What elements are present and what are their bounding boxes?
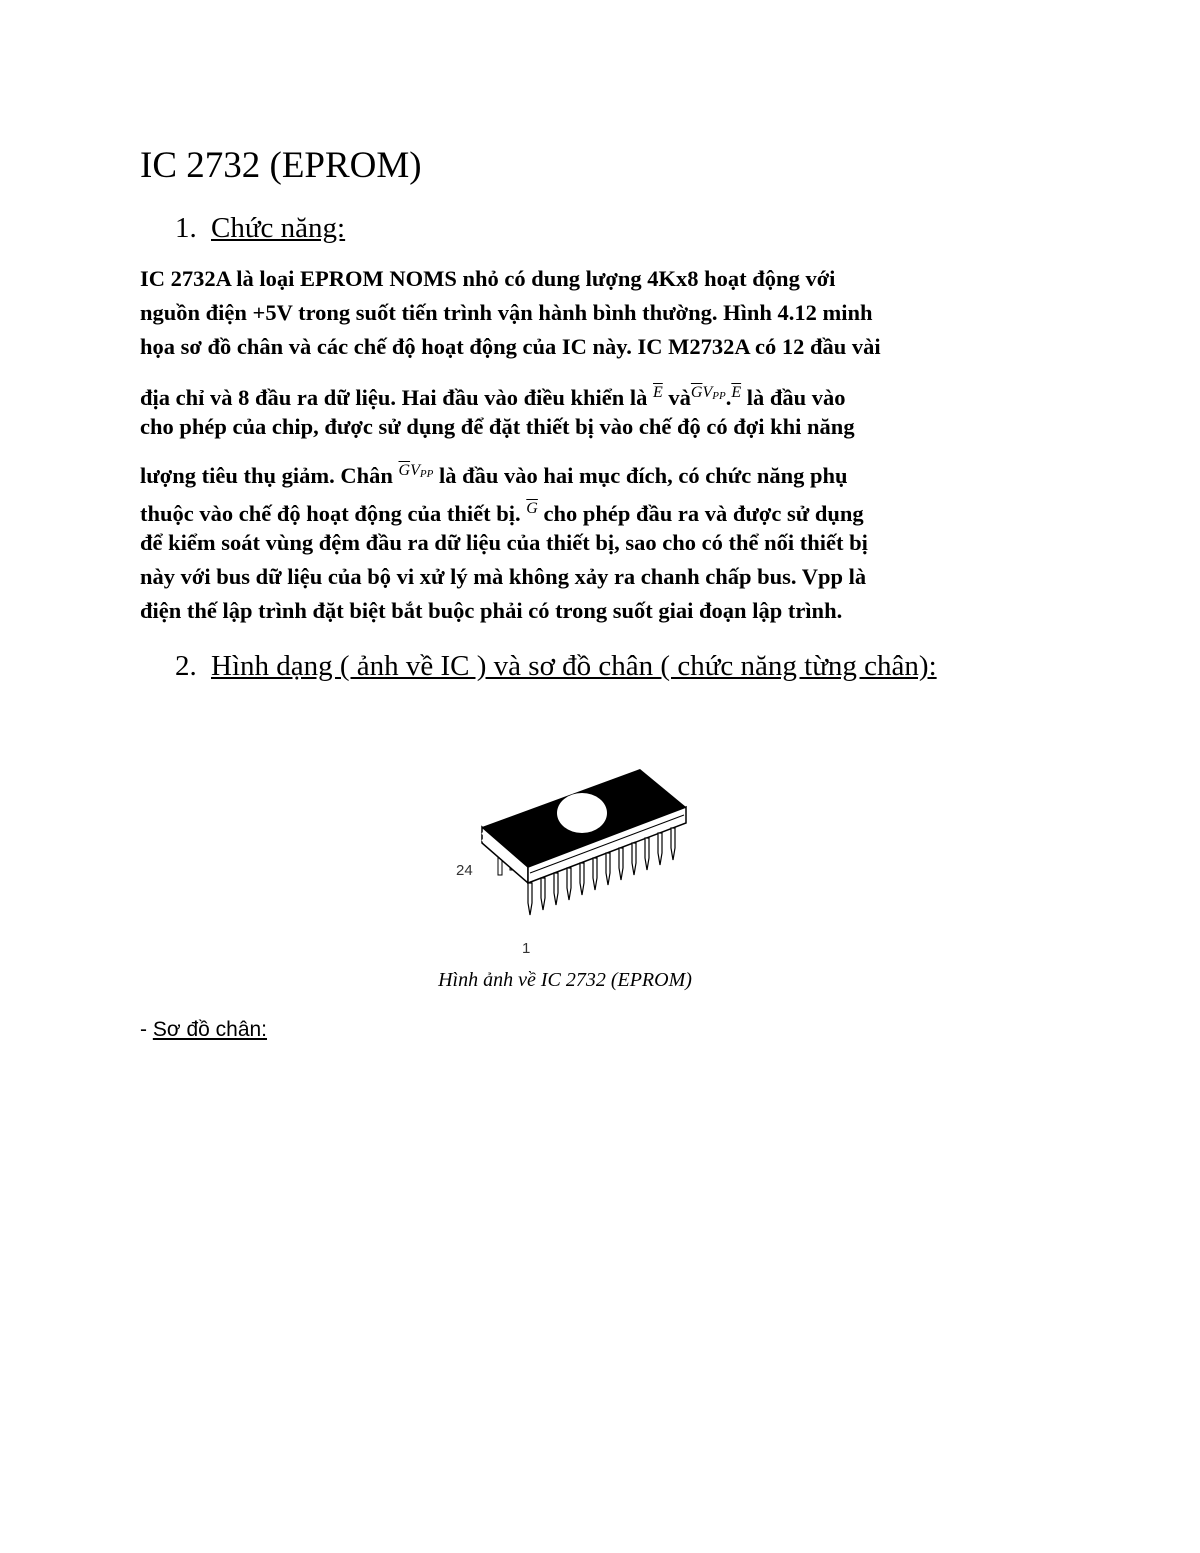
g-vpp-symbol-2: [399, 462, 434, 479]
section-1-title: Chức năng:: [211, 212, 346, 244]
line-4-text-a: địa chỉ và 8 đầu ra dữ liệu. Hai đầu vào điều khiển là: [140, 385, 653, 410]
figure-caption: Hình ảnh về IC 2732 (EPROM): [438, 969, 692, 991]
line-4-text-b: và: [668, 385, 691, 410]
line-4-text-d: là đầu vào: [746, 385, 846, 410]
pin-1-label: 1: [522, 940, 531, 957]
line-6-text-a: lượng tiêu thụ giảm. Chân: [140, 463, 393, 488]
ic-chip-illustration: [440, 755, 700, 965]
paragraph-line-5: cho phép của chip, được sử dụng để đặt thiết bị vào chế độ có đợi khi năng: [140, 414, 855, 439]
paragraph-line-3: họa sơ đồ chân và các chế độ hoạt động của IC này. IC M2732A có 12 đầu vài: [140, 334, 881, 359]
document-title: IC 2732 (EPROM): [140, 145, 422, 186]
e-bar-symbol-2: E: [731, 384, 742, 401]
section-2-number: 2.: [175, 650, 197, 682]
chip-window: [557, 793, 607, 833]
paragraph-line-1: IC 2732A là loại EPROM NOMS nhỏ có dung lượng 4Kx8 hoạt động với: [140, 266, 836, 291]
paragraph-line-4: [140, 376, 846, 410]
paragraph-line-7: [140, 492, 864, 526]
pin-24-label: 24: [456, 862, 473, 879]
g-bar-part-2: $\overline{G}$: [398, 462, 411, 479]
line-7-text-b: cho phép đầu ra và được sử dụng: [543, 501, 864, 526]
line-7-text-a: thuộc vào chế độ hoạt động của thiết bị.: [140, 501, 521, 526]
section-2-title: Hình dạng ( ảnh về IC ) và sơ đồ chân ( chức năng từng chân):: [211, 650, 937, 682]
paragraph-line-10: điện thế lập trình đặt biệt bắt buộc phải có trong suốt giai đoạn lập trình.: [140, 598, 843, 623]
pin-heading-label: Sơ đồ chân:: [152, 1018, 268, 1041]
line-4-text-c: .: [725, 385, 732, 410]
paragraph-line-8: để kiểm soát vùng đệm đầu ra dữ liệu của thiết bị, sao cho có thể nối thiết bị: [140, 530, 868, 555]
section-1-number: 1.: [175, 212, 197, 244]
vpp-sub-part-2: PP: [419, 468, 434, 480]
pin-heading-prefix: -: [140, 1018, 153, 1041]
g-vpp-symbol: [691, 384, 726, 401]
vpp-sub-part: PP: [712, 390, 726, 402]
g-bar-symbol: G: [526, 500, 538, 517]
paragraph-line-6: [140, 454, 848, 488]
line-6-text-b: là đầu vào hai mục đích, có chức năng phụ: [438, 463, 848, 488]
pin-diagram-heading: [140, 1015, 267, 1045]
vpp-v-part-2: V: [410, 462, 420, 479]
vpp-v-part: V: [702, 384, 713, 401]
e-bar-symbol: E: [653, 384, 663, 401]
paragraph-line-2: nguồn điện +5V trong suốt tiến trình vận hành bình thường. Hình 4.12 minh: [140, 300, 873, 325]
g-bar-part: $\overline{G}$: [690, 384, 703, 401]
paragraph-line-9: này với bus dữ liệu của bộ vi xử lý mà không xảy ra chanh chấp bus. Vpp là: [140, 564, 867, 589]
